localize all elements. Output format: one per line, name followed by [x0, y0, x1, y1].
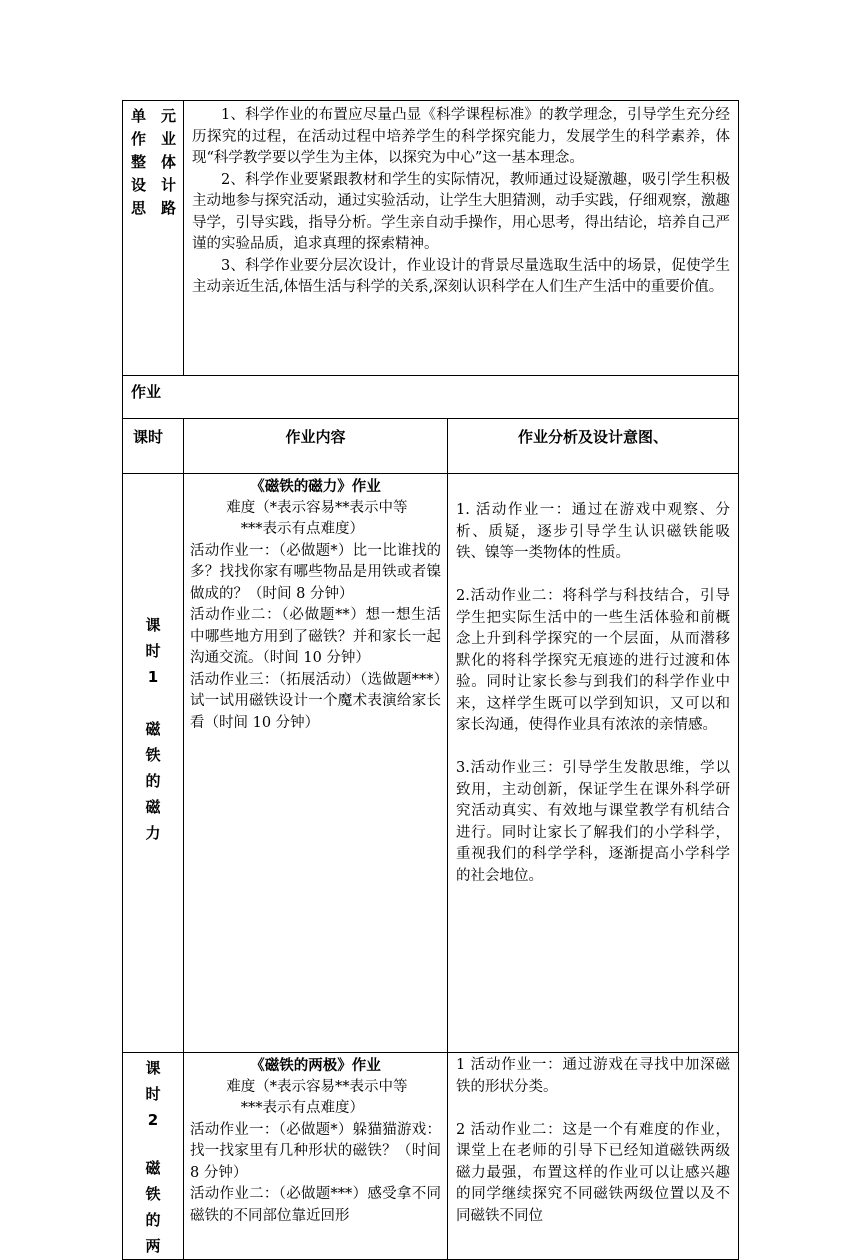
difficulty-note: ***表示有点难度）	[240, 521, 364, 537]
section-row	[123, 376, 739, 419]
header-analysis: 作业分析及设计意图、	[448, 419, 739, 474]
label-gap	[123, 690, 183, 716]
lesson-content	[184, 474, 448, 1053]
difficulty-note: 难度（*表示容易**表示中等	[226, 499, 408, 516]
design-paragraph: 1、科学作业的布置应尽量凸显《科学课程标准》的教学理念，引导学生充分经历探究的过程，在活动过程中培养学生的科学探究能力，发展学生的科学素养，体现“科学教学要以学生为主体，以探究为中心”这一基本理念。	[192, 107, 730, 166]
header-lesson: 课时	[123, 419, 184, 474]
activity-item: 活动作业三：（拓展活动）（选做题***）试一试用磁铁设计一个魔术表演给家长看（时间 10 分钟）	[190, 671, 441, 731]
label-line: 思 路	[131, 199, 177, 217]
difficulty-note: ***表示有点难度）	[240, 1100, 364, 1116]
label-line: 磁	[145, 720, 161, 738]
analysis-paragraph: 2 活动作业二：这是一个有难度的作业，课堂上在老师的引导下已经知道磁铁两级磁力最强，布置这样的作业可以让感兴趣的同学继续探究不同磁铁两级位置以及不同磁铁不同位	[456, 1121, 730, 1224]
design-row	[123, 101, 739, 376]
label-line: 铁	[145, 746, 161, 764]
label-line: 1	[147, 668, 159, 686]
lesson-row-2	[123, 1053, 739, 1260]
analysis-paragraph: 1. 活动作业一：通过在游戏中观察、分析、质疑，逐步引导学生认识磁铁能吸铁、镍等一类物体的性质。	[456, 502, 730, 561]
activity-item: 活动作业二：（必做题***）感受拿不同磁铁的不同部位靠近回形	[190, 1186, 441, 1224]
lesson-label	[123, 1053, 184, 1260]
label-line: 的	[145, 772, 161, 790]
activity-item: 活动作业一：（必做题*）躲猫猫游戏：找一找家里有几种形状的磁铁？（时间 8 分钟）	[190, 1121, 441, 1181]
label-gap	[123, 1133, 183, 1155]
label-line: 力	[145, 824, 161, 842]
homework-design-table	[122, 100, 739, 1260]
analysis-paragraph: 3.活动作业三：引导学生发散思维，学以致用，主动创新，保证学生在课外科学研究活动真实、有效地与课堂教学有机结合进行。同时让家长了解我们的小学科学，重视我们的科学学科，逐渐提高小学科学的社会地位。	[456, 760, 730, 884]
label-line: 课	[145, 1059, 161, 1077]
difficulty-note: 难度（*表示容易**表示中等	[226, 1078, 408, 1095]
lesson-analysis	[448, 1053, 739, 1260]
label-line: 磁	[145, 1159, 161, 1177]
design-content	[184, 101, 739, 376]
label-line: 作 业	[131, 130, 177, 148]
lesson-label	[123, 474, 184, 1053]
label-line: 整 体	[131, 153, 177, 171]
lesson-content	[184, 1053, 448, 1260]
label-line: 两	[145, 1237, 161, 1255]
label-line: 时	[145, 1085, 161, 1103]
label-line: 2	[147, 1111, 159, 1129]
activity-item: 活动作业一：（必做题*）比一比谁找的多？找找你家有哪些物品是用铁或者镍做成的？（时间 8 分钟）	[190, 542, 441, 602]
design-label	[123, 101, 184, 376]
label-line: 的	[145, 1211, 161, 1229]
lesson-row-1	[123, 474, 739, 1053]
label-line: 单 元	[131, 107, 177, 125]
lesson-analysis	[448, 474, 739, 1053]
activity-item: 活动作业二：（必做题**）想一想生活中哪些地方用到了磁铁？并和家长一起沟通交流。（时间 10 分钟）	[190, 607, 441, 666]
analysis-paragraph: 2.活动作业二：将科学与科技结合，引导学生把实际生活中的一些生活体验和前概念上升到科学探究的一个层面，从而潜移默化的将科学探究无痕迹的进行过渡和体验。同时让家长参与到我们的科学作业中来，这样学生既可以学到知识，又可以和家长沟通，使得作业具有浓浓的亲情感。	[456, 588, 730, 733]
label-line: 磁	[145, 798, 161, 816]
header-content: 作业内容	[184, 419, 448, 474]
label-line: 设 计	[131, 176, 177, 194]
analysis-paragraph: 1 活动作业一：通过游戏在寻找中加深磁铁的形状分类。	[456, 1057, 730, 1095]
design-paragraph: 3、科学作业要分层次设计，作业设计的背景尽量选取生活中的场景，促使学生主动亲近生活,体悟生活与科学的关系,深刻认识科学在人们生产生活中的重要价值。	[192, 257, 730, 295]
section-title: 作业	[123, 376, 739, 419]
label-line: 铁	[145, 1185, 161, 1203]
label-line: 时	[145, 642, 161, 660]
label-line: 课	[145, 616, 161, 634]
lesson-title: 《磁铁的磁力》作业	[250, 478, 381, 495]
lesson-title: 《磁铁的两极》作业	[250, 1057, 381, 1074]
design-paragraph: 2、科学作业要紧跟教材和学生的实际情况，教师通过设疑激趣，吸引学生积极主动地参与探究活动，通过实验活动，让学生大胆猜测，动手实践，仔细观察，激趣导学，引导实践，指导分析。学生亲自动手操作，用心思考，得出结论，培养自己严谨的实验品质，追求真理的探索精神。	[192, 171, 730, 252]
header-row	[123, 419, 739, 474]
